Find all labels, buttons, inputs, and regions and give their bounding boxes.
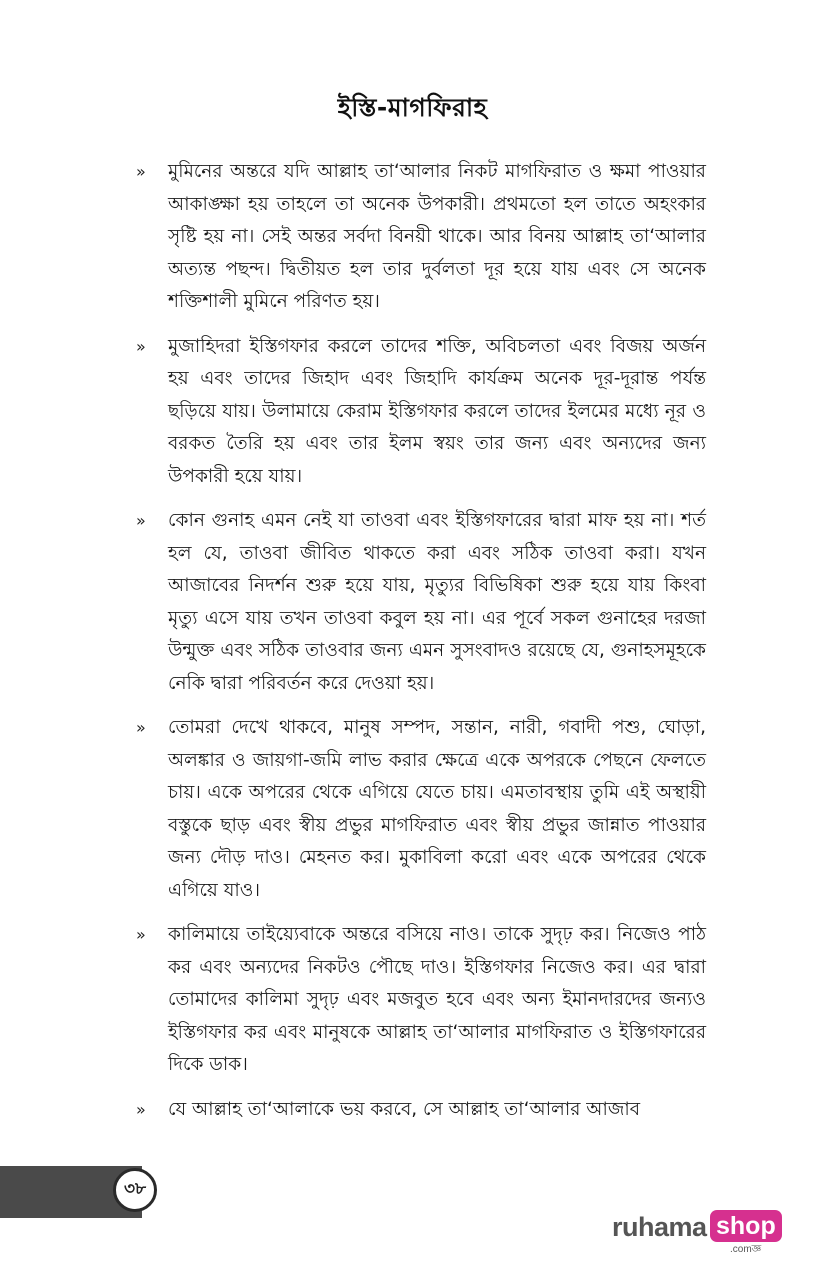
bullet-marker: » (136, 336, 146, 356)
page-title: ইস্তি-মাগফিরাহ (337, 93, 488, 122)
bullet-marker: » (136, 511, 146, 530)
paragraph (136, 919, 706, 1082)
bullet-marker: » (136, 162, 146, 181)
brand-name-part1: ruhama (612, 1212, 707, 1242)
paragraph (136, 505, 706, 700)
paragraph-text: তোমরা দেখে থাকবে, মানুষ সম্পদ, সন্তান, নারী, গবাদী পশু, ঘোড়া, অলঙ্কার ও জায়গা-জমি লাভ করার ক্ষেত্রে একে অপরকে পেছনে ফেলতে চায়। একে অপরের থেকে এগিয়ে যেতে চায়। এমতাবস্থায় তুমি এই অস্থায়ী বস্তুকে ছাড় এবং স্বীয় প্রভুর মাগফিরাত এবং স্বীয় প্রভুর জান্নাত পাওয়ার জন্য দৌড় দাও। মেহনত কর। মুকাবিলা করো এবং একে অপরের থেকে এগিয়ে যাও। (168, 717, 706, 901)
paragraph (136, 331, 706, 494)
bullet-marker: » (136, 1099, 146, 1119)
paragraph-text: মুমিনের অন্তরে যদি আল্লাহ তা‘আলার নিকট মাগফিরাত ও ক্ষমা পাওয়ার আকাঙ্ক্ষা হয় তাহলে তা অনেক উপকারী। প্রথমতো হল তাতে অহংকার সৃষ্টি হয় না। সেই অন্তর সর্বদা বিনয়ী থাকে। আর বিনয় আল্লাহ তা‘আলার অত্যন্ত পছন্দ। দ্বিতীয়ত হল তার দুর্বলতা দূর হয়ে যায় এবং সে অনেক শক্তিশালী মুমিনে পরিণত হয়। (168, 161, 706, 312)
brand-logo (612, 1208, 782, 1258)
bullet-marker: » (136, 925, 146, 944)
paragraph-text: মুজাহিদরা ইস্তিগফার করলে তাদের শক্তি, অবিচলতা এবং বিজয় অর্জন হয় এবং তাদের জিহাদ এবং জিহাদি কার্যক্রম অনেক দূর-দূরান্ত পর্যন্ত ছড়িয়ে যায়। উলামায়ে কেরাম ইস্তিগফার করলে তাদের ইলমের মধ্যে নূর ও বরকত তৈরি হয় এবং তার ইলম স্বয়ং তার জন্য এবং অন্যদের জন্য উপকারী হয়ে যায়। (168, 335, 706, 487)
paragraph (136, 712, 706, 907)
main-text (136, 156, 706, 1138)
bullet-marker: » (136, 718, 146, 737)
paragraph (136, 156, 706, 319)
paragraph-text: কালিমায়ে তাইয়্যেবাকে অন্তরে বসিয়ে নাও। তাকে সুদৃঢ় কর। নিজেও পাঠ কর এবং অন্যদের নিকটও পৌছে দাও। ইস্তিগফার নিজেও কর। এর দ্বারা তোমাদের কালিমা সুদৃঢ় এবং মজবুত হবে এবং অন্য ইমানদারদের জন্যও ইস্তিগফার কর এবং মানুষকে আল্লাহ তা‘আলার মাগফিরাত ও ইস্তিগফারের দিকে ডাক। (168, 924, 706, 1075)
paragraph (136, 1094, 706, 1127)
paragraph-text: কোন গুনাহ এমন নেই যা তাওবা এবং ইস্তিগফারের দ্বারা মাফ হয় না। শর্ত হল যে, তাওবা জীবিত থাকতে করা এবং সঠিক তাওবা করা। যখন আজাবের নিদর্শন শুরু হয়ে যায়, মৃত্যুর বিভিষিকা শুরু হয়ে যায় কিংবা মৃত্যু এসে যায় তখন তাওবা কবুল হয় না। এর পূর্বে সকল গুনাহের দরজা উন্মুক্ত এবং সঠিক তাওবার জন্য এমন সুসংবাদও রয়েছে যে, গুনাহসমূহকে নেকি দ্বারা পরিবর্তন করে দেওয়া হয়। (168, 510, 706, 694)
paragraph-text: যে আল্লাহ তা‘আলাকে ভয় করবে, সে আল্লাহ তা‘আলার আজাব (168, 1098, 641, 1120)
brand-domain: .comজ্ঞ (730, 1244, 762, 1255)
page-number: ৩৮ (113, 1168, 157, 1212)
brand-name-part2: shop (710, 1210, 782, 1242)
